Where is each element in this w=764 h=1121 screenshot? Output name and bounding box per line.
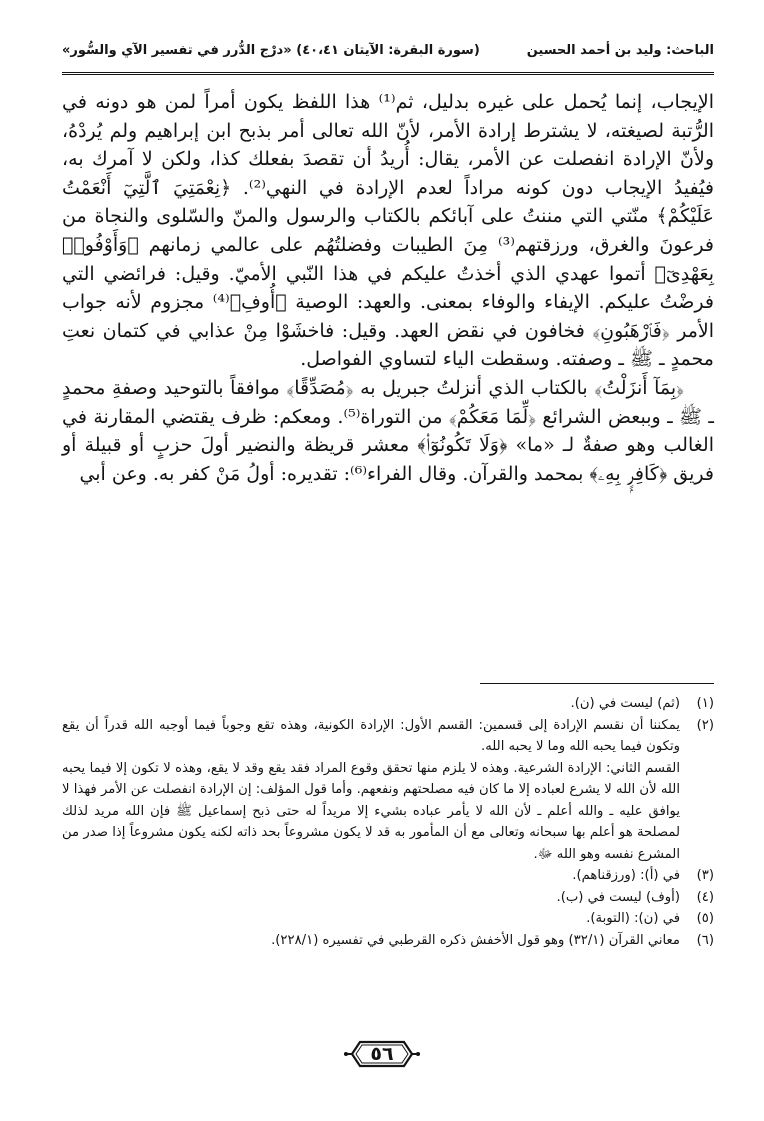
footnote-number: (٥) — [696, 911, 714, 926]
footnote-text: القسم الثاني: الإرادة الشرعية. وهذه لا يلزم منها تحقق وقوع المراد فقد يقع وقد لا يقع، وهذه لا تكون إلا فيما يحبه الله لأن الله لا يشرع لعباده إلا ما كان فيه مصلحتهم ونفعهم. وأما قول المؤلف: إن الإرادة انفصلت عن الأمر فهذا لا يوافق عليه ـ والله أعلم ـ لأن الله لا يأمر عباده بشيء إلا مريداً له حتى ذبح إسماعيل ﷺ فإن الله مريد لذلك لمصلحة هو أعلم بها سبحانه وتعالى مع أن المأمور به قد لا يكون مشروعاً بحد ذاته لكنه يكون مشروعاً إذا صدر من المشرع نفسه وهو الله ﷻ. — [62, 760, 680, 862]
header-surah: (سورة البقرة: الآيتان ٤٠،٤١) — [296, 43, 480, 58]
main-text — [62, 88, 714, 488]
body-paragraph: ﴿بِمَآ أَنزَلْتُ﴾ بالكتاب الذي أنزلتُ جبريل به ﴿مُصَدِّقًا﴾ موافقاً بالتوحيد وصفةِ محمدٍ ـ ﷺ ـ وببعض الشرائع ﴿لِّمَا مَعَكُمْ﴾ من التوراة⁽⁵⁾. ومعكم: ظرف يقتضي المقارنة في الغالب وهو صفةٌ لـ «ما» ﴿وَلَا تَكُونُوٓا۟﴾ معشر قريظة والنضير أولَ حزبٍ أو قبيلة أو فريق ﴿كَافِرٍۭ بِهِۦ﴾ بمحمد والقرآن. وقال الفراء⁽⁶⁾: تقديره: أولُ مَنْ كفر به. وعن أبي — [62, 376, 714, 485]
header-book-title: «درْج الدُّرر في تفسير الآي والسُّور» — [62, 43, 292, 58]
footnote-number: (٤) — [696, 889, 714, 905]
footnote-number: (٦) — [696, 932, 714, 948]
footnote — [62, 887, 714, 909]
page-number: ٥٦ — [370, 1043, 394, 1065]
footnote-number: (١) — [696, 696, 714, 711]
footnote-text: (أوف) ليست في (ب). — [556, 889, 680, 905]
footnote-text: في (أ): (ورزقناهم). — [572, 868, 680, 883]
footnote — [62, 715, 714, 866]
page-number-ornament — [342, 1034, 422, 1074]
footnote-text: في (ن): (التوبة). — [586, 911, 680, 926]
footnote-text: يمكننا أن نقسم الإرادة إلى قسمين: القسم الأول: الإرادة الكونية، وهذه تقع وجوباً فيما أوجبه الله قدراً أن يقع وتكون فيما يحبه الله وما لا يحبه الله. — [62, 717, 680, 754]
footnote — [62, 693, 714, 715]
footnote — [62, 908, 714, 930]
footnote-divider — [480, 683, 714, 684]
footnote-number: (٢) — [696, 717, 714, 733]
body-paragraph: الإيجاب، إنما يُحمل على غيره بدليل، ثم⁽¹⁾ هذا اللفظ يكون أمراً لمن هو دونه في الرُّتبة لصيغته، لا يشترط إرادة الأمر، لأنّ الله تعالى أمر بذبح ابن إبراهيم ولم يُردْهُ، ولأنّ الإرادة انفصلت عن الأمر، يقال: أُريدُ أن تقصدَ بفعلك كذا، ولكن لا آمرك به، فيُفيدُ الإيجاب دون كونه مراداً لعدم الإرادة في النهي⁽²⁾. ﴿نِعْمَتِيَ ٱلَّتِيٓ أَنْعَمْتُ عَلَيْكُمْ﴾ منّتي التي مننتُ على آبائكم بالكتاب والرسول والمنّ والسّلوى والنجاة من فرعونَ والغرق، ورزقتهم⁽³⁾ مِنَ الطيبات وفضلتُهُم على عالمي زمانهم ﴿وَأَوْفُوا۟ بِعَهْدِىٓ﴾ أتموا عهدي الذي أخذتُ عليكم في هذا النّبي الأميّ. وقيل: فرائضي التي فرضْتُ عليكم. الإيفاء والوفاء بمعنى. والعهد: الوصية ﴿أُوفِ﴾⁽⁴⁾ مجزوم لأنه جواب الأمر ﴿فَٱرْهَبُونِ﴾ فخافون في نقض العهد. وقيل: فاخشَوْا مِنْ عذابي في كتمان نعتِ محمدٍ ـ ﷺ ـ وصفته. وسقطت الياء لتساوي الفواصل. — [62, 91, 715, 371]
footnote-number: (٣) — [696, 868, 714, 883]
footnote — [62, 865, 714, 887]
header-author: الباحث: وليد بن أحمد الحسين — [526, 43, 714, 58]
footnotes — [62, 693, 714, 951]
footnote-text: معاني القرآن (٣٢/١) وهو قول الأخفش ذكره القرطبي في تفسيره (٢٢٨/١). — [271, 932, 680, 948]
running-header — [62, 36, 714, 66]
footnote — [62, 930, 714, 952]
header-divider — [62, 72, 714, 75]
footnote-text: (ثم) ليست في (ن). — [570, 696, 680, 711]
